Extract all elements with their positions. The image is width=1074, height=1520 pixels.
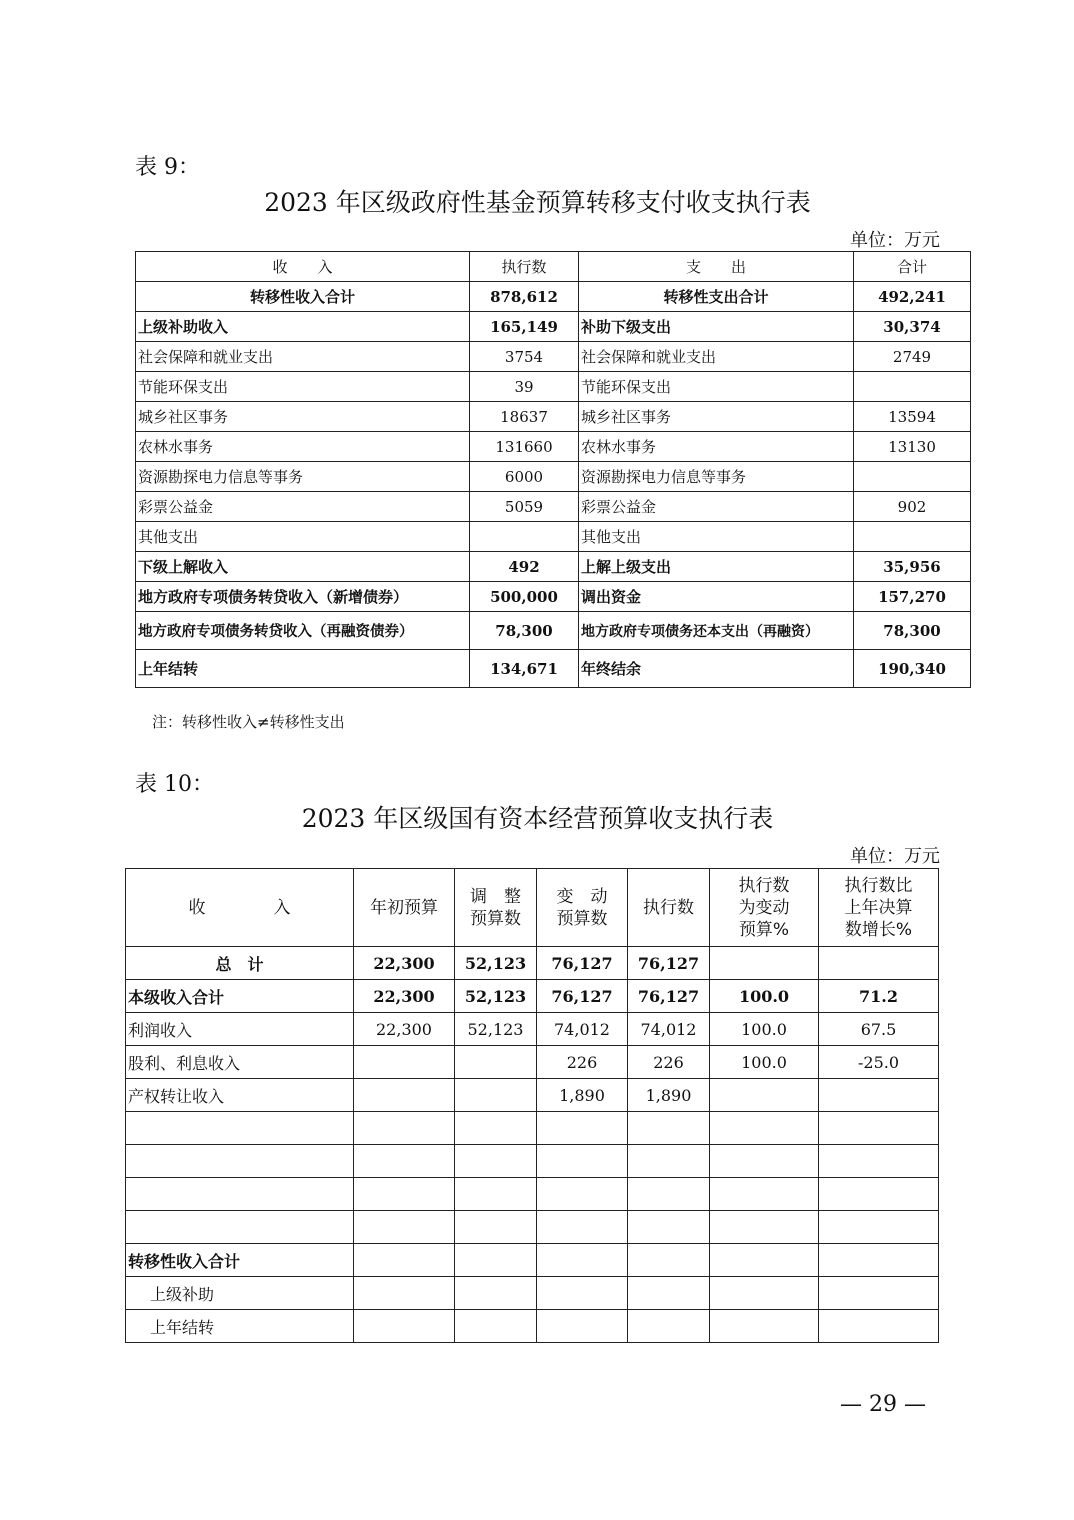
table10-cell-value: 226 [537, 1046, 628, 1079]
table10-cell-value [819, 1178, 939, 1211]
table9-cell-out-val: 13594 [854, 402, 971, 432]
table10-cell-value [537, 1112, 628, 1145]
table9-cell-out-val: 30,374 [854, 312, 971, 342]
table9-row [136, 582, 971, 612]
table9-header-cell: 收 入 [136, 252, 470, 282]
table10-row [126, 1178, 939, 1211]
table10-cell-value: 71.2 [819, 980, 939, 1013]
table10-cell-value [354, 1112, 455, 1145]
table10-header-cell: 执行数 为变动 预算% [710, 869, 819, 947]
table10-cell-value: 76,127 [537, 947, 628, 980]
table9-cell-out: 调出资金 [579, 582, 854, 612]
table10-cell-value: -25.0 [819, 1046, 939, 1079]
table10-cell-value [819, 1310, 939, 1343]
table9-cell-in: 上级补助收入 [136, 312, 470, 342]
table9-header-cell: 合计 [854, 252, 971, 282]
table10-cell-value: 67.5 [819, 1013, 939, 1046]
table9-cell-out: 农林水事务 [579, 432, 854, 462]
table9-row [136, 612, 971, 650]
table10-cell-value: 22,300 [354, 980, 455, 1013]
table10-cell-value [354, 1310, 455, 1343]
table9-cell-out-val: 2749 [854, 342, 971, 372]
table10-cell-value [354, 1277, 455, 1310]
table10-cell-value: 52,123 [455, 1013, 537, 1046]
table10-row [126, 1310, 939, 1343]
table9-title: 2023 年区级政府性基金预算转移支付收支执行表 [264, 188, 811, 217]
table10-cell-value: 22,300 [354, 1013, 455, 1046]
table9-cell-in-val: 3754 [470, 342, 579, 372]
table10-cell-value: 22,300 [354, 947, 455, 980]
table10-cell-name: 上级补助 [126, 1277, 354, 1310]
table10-cell-value [628, 1178, 710, 1211]
table10-header-cell: 调 整 预算数 [455, 869, 537, 947]
table10-cell-value: 74,012 [628, 1013, 710, 1046]
table9-row [136, 432, 971, 462]
table10-cell-value: 1,890 [628, 1079, 710, 1112]
table10-cell-value [710, 1211, 819, 1244]
table10-cell-value [628, 1112, 710, 1145]
table9-cell-in-val [470, 522, 579, 552]
table10-unit: 单位：万元 [850, 846, 940, 867]
table10-cell-name: 产权转让收入 [126, 1079, 354, 1112]
table9-note: 注：转移性收入≠转移性支出 [152, 713, 345, 731]
table10-cell-value: 52,123 [455, 980, 537, 1013]
table9-cell-out-val: 78,300 [854, 612, 971, 650]
table10-cell-value: 100.0 [710, 1013, 819, 1046]
table10-cell-value [354, 1178, 455, 1211]
table10-row [126, 1145, 939, 1178]
table9-row [136, 492, 971, 522]
table10-cell-value [354, 1244, 455, 1277]
table9-cell-in-val: 5059 [470, 492, 579, 522]
table9-row [136, 552, 971, 582]
table10-cell-name: 股利、利息收入 [126, 1046, 354, 1079]
table10-cell-value [628, 1211, 710, 1244]
table10-cell-value [710, 1112, 819, 1145]
table10-cell-value [710, 1079, 819, 1112]
table9-cell-out-val: 902 [854, 492, 971, 522]
table10-cell-value [455, 1046, 537, 1079]
table10-cell-name: 本级收入合计 [126, 980, 354, 1013]
table9-cell-in-val: 165,149 [470, 312, 579, 342]
table9-cell-out-val: 190,340 [854, 650, 971, 688]
table10-cell-value [710, 1145, 819, 1178]
table9-cell-out-val: 35,956 [854, 552, 971, 582]
table10-cell-value [354, 1211, 455, 1244]
table10-row [126, 1046, 939, 1079]
table9-cell-out: 地方政府专项债务还本支出（再融资） [579, 612, 854, 650]
table10-cell-value [537, 1277, 628, 1310]
table10-cell-value [819, 947, 939, 980]
table9-cell-in: 地方政府专项债务转贷收入（新增债券） [136, 582, 470, 612]
table10-cell-value [537, 1244, 628, 1277]
table10-row [126, 1244, 939, 1277]
table9-cell-out: 城乡社区事务 [579, 402, 854, 432]
table9-cell-out: 社会保障和就业支出 [579, 342, 854, 372]
table9-cell-in-val: 492 [470, 552, 579, 582]
table10-cell-value [819, 1244, 939, 1277]
table10-row [126, 1079, 939, 1112]
table10-cell-value [819, 1079, 939, 1112]
table10-cell-name: 总 计 [126, 947, 354, 980]
table10-cell-value: 52,123 [455, 947, 537, 980]
table9-cell-out: 补助下级支出 [579, 312, 854, 342]
table9-cell-out: 节能环保支出 [579, 372, 854, 402]
table9-cell-out-val [854, 372, 971, 402]
table10-cell-value [628, 1145, 710, 1178]
table10-cell-value [628, 1310, 710, 1343]
table9-cell-out-val [854, 462, 971, 492]
table9-row [136, 462, 971, 492]
table10-cell-value [537, 1310, 628, 1343]
table9-cell-in: 社会保障和就业支出 [136, 342, 470, 372]
table9-cell-out: 上解上级支出 [579, 552, 854, 582]
table10-label: 表 10： [135, 772, 214, 797]
table9-cell-out-val: 13130 [854, 432, 971, 462]
table10-cell-name: 转移性收入合计 [126, 1244, 354, 1277]
table10-cell-value [819, 1211, 939, 1244]
table10-cell-value: 74,012 [537, 1013, 628, 1046]
table9-cell-in-val: 134,671 [470, 650, 579, 688]
table10-cell-value: 76,127 [628, 980, 710, 1013]
table10-row [126, 980, 939, 1013]
table9-unit: 单位：万元 [850, 230, 940, 251]
table9-cell-in-val: 878,612 [470, 282, 579, 312]
table9-cell-in: 其他支出 [136, 522, 470, 552]
table9-header-cell: 支 出 [579, 252, 854, 282]
table10-cell-value [537, 1211, 628, 1244]
table9-cell-in-val: 6000 [470, 462, 579, 492]
table9-cell-out: 转移性支出合计 [579, 282, 854, 312]
table9-cell-in: 转移性收入合计 [136, 282, 470, 312]
table9-label: 表 9： [135, 155, 200, 180]
table10-cell-value [537, 1178, 628, 1211]
table10-cell-value [819, 1112, 939, 1145]
table10-header-row [126, 869, 939, 947]
table9-row [136, 522, 971, 552]
table10-cell-value [455, 1277, 537, 1310]
table9-header-cell: 执行数 [470, 252, 579, 282]
table10-cell-value [455, 1244, 537, 1277]
table10-cell-value [455, 1211, 537, 1244]
table10-cell-value: 76,127 [537, 980, 628, 1013]
table10-cell-value [710, 947, 819, 980]
table10-cell-name [126, 1211, 354, 1244]
table9-cell-in: 节能环保支出 [136, 372, 470, 402]
table9-cell-out: 资源勘探电力信息等事务 [579, 462, 854, 492]
table10-cell-value [354, 1079, 455, 1112]
table10 [125, 868, 939, 1343]
table10-cell-value [710, 1310, 819, 1343]
table10-cell-value: 100.0 [710, 980, 819, 1013]
table9-cell-in: 资源勘探电力信息等事务 [136, 462, 470, 492]
table10-cell-value [354, 1145, 455, 1178]
table10-row [126, 1112, 939, 1145]
table10-cell-value [628, 1244, 710, 1277]
table10-cell-value: 226 [628, 1046, 710, 1079]
table10-cell-value [819, 1277, 939, 1310]
table9-cell-in: 地方政府专项债务转贷收入（再融资债券） [136, 612, 470, 650]
table10-row [126, 1211, 939, 1244]
table9 [135, 251, 971, 688]
table9-cell-out-val [854, 522, 971, 552]
table9-row [136, 650, 971, 688]
table9-cell-out: 年终结余 [579, 650, 854, 688]
table9-cell-out-val: 492,241 [854, 282, 971, 312]
table10-title: 2023 年区级国有资本经营预算收支执行表 [301, 804, 774, 833]
table9-cell-in-val: 78,300 [470, 612, 579, 650]
table9-cell-in: 上年结转 [136, 650, 470, 688]
table9-row [136, 402, 971, 432]
table9-cell-out-val: 157,270 [854, 582, 971, 612]
table9-cell-in-val: 500,000 [470, 582, 579, 612]
table10-cell-value [819, 1145, 939, 1178]
table10-header-cell: 变 动 预算数 [537, 869, 628, 947]
table9-cell-in: 彩票公益金 [136, 492, 470, 522]
table9-row [136, 312, 971, 342]
table10-cell-value [710, 1277, 819, 1310]
table10-cell-value [455, 1310, 537, 1343]
table10-row [126, 947, 939, 980]
table10-cell-name [126, 1145, 354, 1178]
table10-header-cell: 执行数 [628, 869, 710, 947]
table9-row [136, 282, 971, 312]
table10-cell-value [455, 1079, 537, 1112]
table10-row [126, 1013, 939, 1046]
table10-cell-value [455, 1145, 537, 1178]
table10-header-cell: 执行数比 上年决算 数增长% [819, 869, 939, 947]
page-number: — 29 — [840, 1392, 926, 1417]
table9-cell-in-val: 131660 [470, 432, 579, 462]
table10-cell-name: 利润收入 [126, 1013, 354, 1046]
table10-row [126, 1277, 939, 1310]
table10-cell-value [628, 1277, 710, 1310]
table9-row [136, 342, 971, 372]
table10-cell-value: 76,127 [628, 947, 710, 980]
table10-cell-value: 100.0 [710, 1046, 819, 1079]
table9-cell-in-val: 18637 [470, 402, 579, 432]
table9-header-row [136, 252, 971, 282]
table9-cell-in: 农林水事务 [136, 432, 470, 462]
table10-cell-value [710, 1244, 819, 1277]
table10-cell-name [126, 1178, 354, 1211]
table10-header-cell: 收 入 [126, 869, 354, 947]
table10-cell-value: 1,890 [537, 1079, 628, 1112]
table9-cell-out: 其他支出 [579, 522, 854, 552]
table10-cell-name [126, 1112, 354, 1145]
table9-cell-in: 城乡社区事务 [136, 402, 470, 432]
table9-cell-in: 下级上解收入 [136, 552, 470, 582]
table9-row [136, 372, 971, 402]
table10-cell-name: 上年结转 [126, 1310, 354, 1343]
table10-cell-value [537, 1145, 628, 1178]
table9-cell-in-val: 39 [470, 372, 579, 402]
table10-cell-value [354, 1046, 455, 1079]
table10-cell-value [710, 1178, 819, 1211]
table10-cell-value [455, 1112, 537, 1145]
table9-cell-out: 彩票公益金 [579, 492, 854, 522]
table10-header-cell: 年初预算 [354, 869, 455, 947]
table10-cell-value [455, 1178, 537, 1211]
